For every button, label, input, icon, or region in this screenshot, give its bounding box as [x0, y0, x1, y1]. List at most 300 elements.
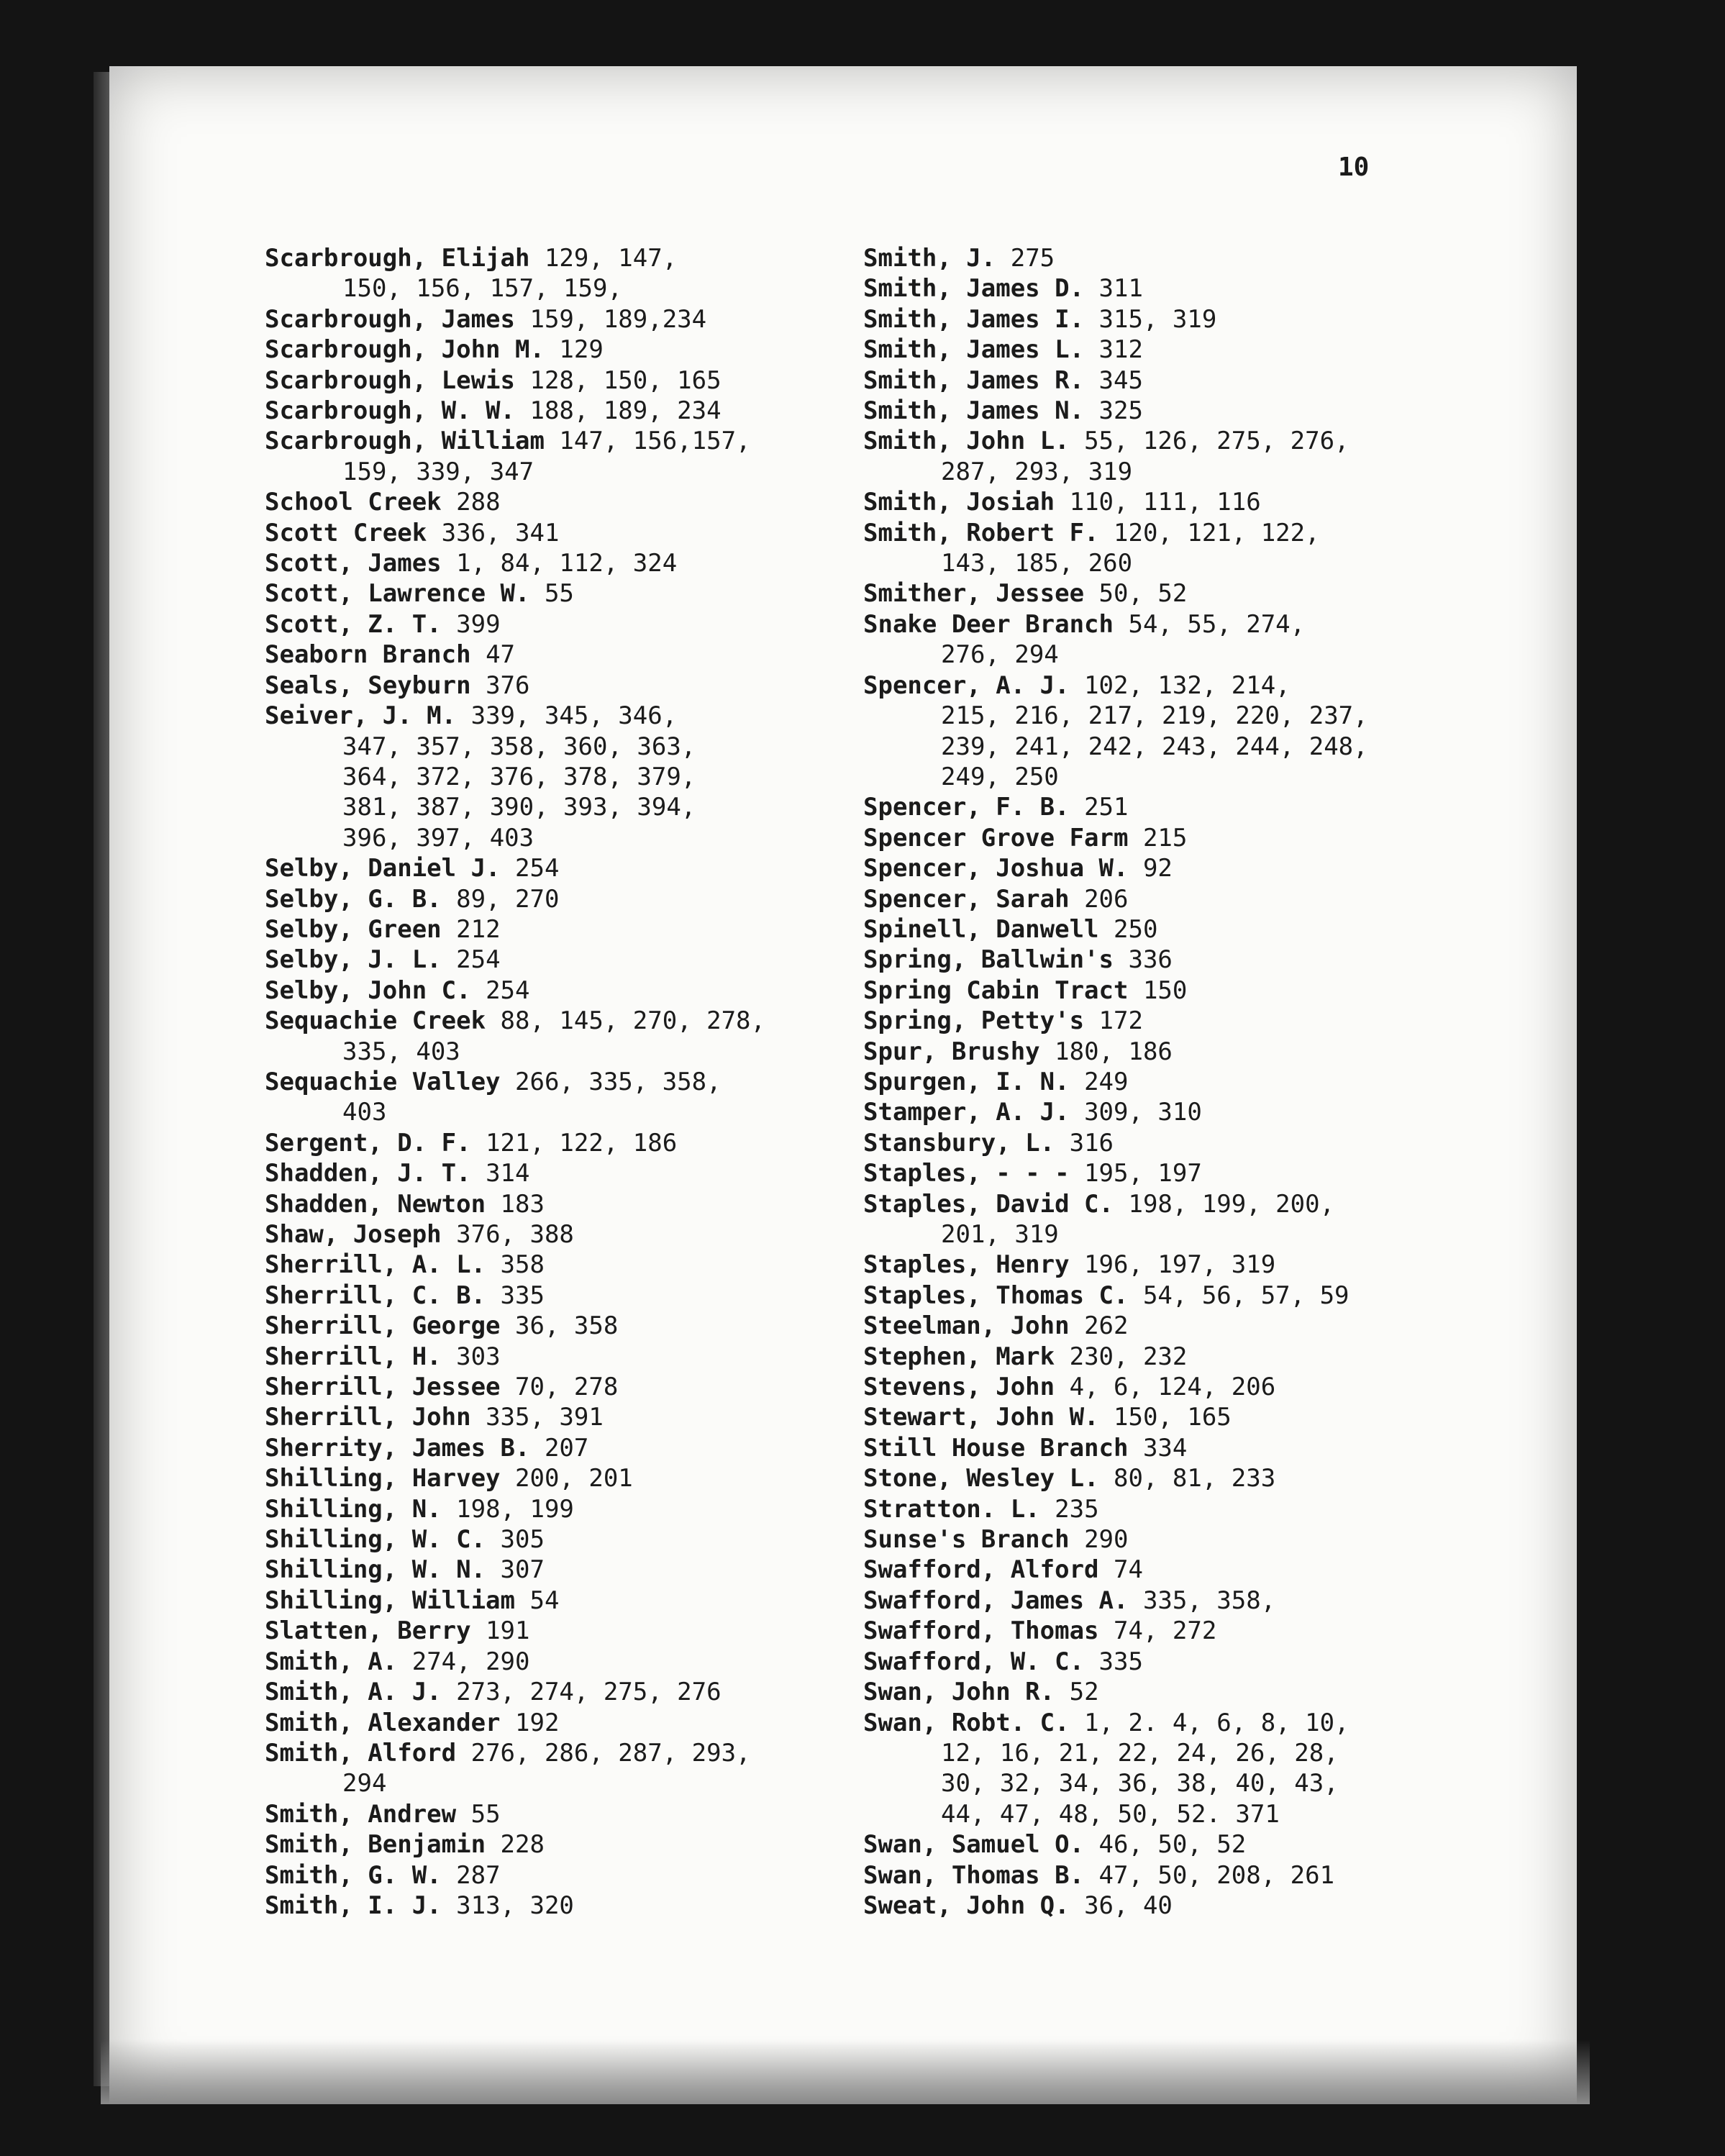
entry-page-refs: 150 — [1142, 975, 1188, 1005]
entry-page-refs: 44, 47, 48, 50, 52. 371 — [941, 1799, 1280, 1829]
entry-page-refs: 288 — [456, 488, 501, 517]
entry-name: Seals, Seyburn — [265, 670, 471, 700]
entry-page-refs: 381, 387, 390, 393, 394, — [342, 793, 696, 822]
index-entry — [863, 1616, 1424, 1646]
entry-page-refs: 228 — [500, 1830, 545, 1860]
entry-page-refs: 316 — [1069, 1128, 1114, 1157]
index-entry — [863, 823, 1424, 853]
entry-page-refs: 129 — [559, 335, 604, 365]
entry-name: Shilling, W. C. — [265, 1525, 486, 1555]
entry-name: Seaborn Branch — [265, 640, 471, 670]
entry-name: Sequachie Creek — [265, 1006, 486, 1036]
entry-name: Stratton. L. — [863, 1494, 1040, 1524]
index-entry — [863, 853, 1424, 883]
entry-name: Sherrill, C. B. — [265, 1281, 486, 1310]
entry-page-refs: 80, 81, 233 — [1114, 1464, 1276, 1493]
index-entry-continuation — [863, 732, 1424, 762]
entry-page-refs: 215 — [1142, 823, 1188, 852]
entry-name: Selby, G. B. — [265, 884, 442, 914]
index-entry — [265, 243, 855, 273]
index-entry — [265, 975, 855, 1006]
entry-page-refs: 150, 156, 157, 159, — [342, 274, 622, 304]
entry-name: Shilling, N. — [265, 1494, 442, 1524]
index-entry-continuation — [863, 762, 1424, 792]
entry-name: Smith, Alexander — [265, 1708, 501, 1737]
entry-page-refs: 276, 286, 287, 293, — [470, 1738, 751, 1768]
index-entry — [265, 640, 855, 670]
entry-name: Spencer Grove Farm — [863, 823, 1129, 852]
entry-page-refs: 314 — [486, 1159, 530, 1188]
index-entry — [863, 518, 1424, 548]
entry-page-refs: 305 — [500, 1525, 545, 1555]
entry-page-refs: 290 — [1084, 1525, 1129, 1555]
index-entry-continuation — [863, 457, 1424, 487]
index-entry — [265, 1158, 855, 1188]
entry-name: Selby, Green — [265, 914, 442, 944]
index-entry — [863, 670, 1424, 701]
entry-name: Selby, J. L. — [265, 945, 442, 975]
index-column-right — [863, 243, 1424, 1921]
entry-page-refs: 325 — [1098, 396, 1143, 426]
entry-name: Scarbrough, John M. — [265, 335, 545, 365]
entry-page-refs: 262 — [1084, 1311, 1129, 1341]
index-entry-continuation — [863, 640, 1424, 670]
index-entry — [863, 396, 1424, 426]
entry-name: Stansbury, L. — [863, 1128, 1055, 1157]
entry-page-refs: 180, 186 — [1055, 1037, 1173, 1066]
page-bottom-shadow — [101, 2039, 1590, 2104]
entry-name: Selby, John C. — [265, 975, 471, 1005]
index-entry — [265, 1067, 855, 1097]
entry-page-refs: 275 — [1010, 244, 1055, 273]
index-entry — [863, 1128, 1424, 1158]
entry-name: Smith, Robert F. — [863, 518, 1099, 547]
entry-name: Staples, Thomas C. — [863, 1281, 1129, 1310]
index-entry — [265, 609, 855, 640]
index-entry — [265, 1738, 855, 1768]
entry-page-refs: 347, 357, 358, 360, 363, — [342, 732, 696, 761]
index-entry — [863, 1281, 1424, 1311]
index-entry — [265, 670, 855, 701]
index-entry-continuation — [265, 1097, 855, 1127]
entry-page-refs: 36, 358 — [515, 1311, 619, 1341]
index-entry-continuation — [863, 1219, 1424, 1250]
index-entry-continuation — [863, 701, 1424, 731]
entry-name: Smith, Benjamin — [265, 1830, 486, 1860]
entry-page-refs: 47, 50, 208, 261 — [1098, 1860, 1335, 1890]
entry-page-refs: 54, 55, 274, — [1128, 609, 1306, 639]
index-entry — [863, 1342, 1424, 1372]
entry-name: Scarbrough, James — [265, 304, 515, 334]
entry-name: Stevens, John — [863, 1373, 1055, 1402]
entry-name: Swan, Robt. C. — [863, 1708, 1070, 1737]
entry-page-refs: 212 — [456, 914, 501, 944]
entry-page-refs: 4, 6, 124, 206 — [1069, 1373, 1276, 1402]
index-entry-continuation — [265, 457, 855, 487]
entry-page-refs: 313, 320 — [456, 1891, 574, 1920]
entry-page-refs: 92 — [1142, 854, 1173, 883]
entry-page-refs: 12, 16, 21, 22, 24, 26, 28, — [941, 1738, 1339, 1768]
entry-name: Sergent, D. F. — [265, 1128, 471, 1157]
index-entry — [863, 609, 1424, 640]
entry-page-refs: 335 — [500, 1281, 545, 1310]
index-entry — [265, 884, 855, 914]
entry-name: Staples, David C. — [863, 1189, 1114, 1219]
entry-name: Smith, John L. — [863, 427, 1070, 456]
entry-name: Smith, James L. — [863, 335, 1085, 365]
entry-name: Sweat, John Q. — [863, 1891, 1070, 1920]
index-entry — [265, 365, 855, 396]
entry-name: Smither, Jessee — [863, 579, 1085, 609]
entry-name: Sequachie Valley — [265, 1067, 501, 1096]
index-entry — [265, 1311, 855, 1341]
entry-page-refs: 345 — [1098, 365, 1143, 395]
entry-name: Spring, Ballwin's — [863, 945, 1114, 975]
entry-page-refs: 376, 388 — [456, 1220, 574, 1249]
index-entry — [265, 1006, 855, 1036]
entry-page-refs: 335, 391 — [486, 1403, 604, 1432]
index-entry — [863, 1037, 1424, 1067]
index-entry — [863, 884, 1424, 914]
entry-page-refs: 254 — [456, 945, 501, 975]
entry-page-refs: 50, 52 — [1098, 579, 1188, 609]
entry-name: Steelman, John — [863, 1311, 1070, 1341]
index-entry — [265, 335, 855, 365]
entry-name: Shilling, W. N. — [265, 1555, 486, 1585]
entry-page-refs: 89, 270 — [456, 884, 560, 914]
entry-page-refs: 309, 310 — [1084, 1098, 1202, 1127]
index-entry — [863, 1402, 1424, 1432]
entry-page-refs: 303 — [456, 1342, 501, 1371]
index-entry — [863, 1555, 1424, 1585]
entry-page-refs: 287 — [456, 1860, 501, 1890]
entry-name: Sherrill, Jessee — [265, 1373, 501, 1402]
index-entry — [265, 1189, 855, 1219]
entry-name: Scarbrough, Lewis — [265, 365, 515, 395]
index-entry — [863, 1677, 1424, 1707]
index-entry — [265, 1281, 855, 1311]
index-entry — [265, 578, 855, 609]
index-entry-continuation — [265, 823, 855, 853]
entry-name: Spring, Petty's — [863, 1006, 1085, 1036]
entry-page-refs: 235 — [1055, 1494, 1099, 1524]
entry-name: Shadden, Newton — [265, 1189, 486, 1219]
entry-name: Swan, Samuel O. — [863, 1830, 1085, 1860]
index-entry — [265, 1555, 855, 1585]
index-entry — [265, 487, 855, 517]
index-entry — [265, 1250, 855, 1280]
index-entry-continuation — [265, 732, 855, 762]
index-entry — [863, 487, 1424, 517]
entry-name: Spencer, Sarah — [863, 884, 1070, 914]
entry-name: Sherrill, H. — [265, 1342, 442, 1371]
index-entry — [265, 1860, 855, 1891]
index-entry — [863, 792, 1424, 822]
entry-page-refs: 207 — [544, 1433, 589, 1463]
entry-name: Swafford, Thomas — [863, 1616, 1099, 1646]
entry-page-refs: 200, 201 — [515, 1464, 633, 1493]
entry-name: Stamper, A. J. — [863, 1098, 1070, 1127]
entry-page-refs: 30, 32, 34, 36, 38, 40, 43, — [941, 1769, 1339, 1798]
index-entry — [265, 1494, 855, 1524]
entry-name: Smith, J. — [863, 244, 996, 273]
entry-page-refs: 70, 278 — [515, 1373, 619, 1402]
entry-page-refs: 55 — [470, 1799, 501, 1829]
index-entry — [863, 1311, 1424, 1341]
index-entry — [265, 1372, 855, 1402]
entry-page-refs: 47 — [486, 640, 516, 670]
entry-name: Selby, Daniel J. — [265, 854, 501, 883]
entry-page-refs: 143, 185, 260 — [941, 549, 1133, 578]
entry-name: Scarbrough, William — [265, 427, 545, 456]
entry-page-refs: 55, 126, 275, 276, — [1084, 427, 1349, 456]
index-entry — [265, 1708, 855, 1738]
index-entry — [863, 273, 1424, 304]
entry-page-refs: 110, 111, 116 — [1069, 488, 1261, 517]
entry-page-refs: 376 — [486, 670, 530, 700]
index-entry — [265, 1891, 855, 1921]
entry-name: Spencer, Joshua W. — [863, 854, 1129, 883]
entry-page-refs: 364, 372, 376, 378, 379, — [342, 762, 696, 791]
entry-page-refs: 147, 156,157, — [559, 427, 751, 456]
index-entry — [863, 1708, 1424, 1738]
entry-name: Scott, Lawrence W. — [265, 579, 530, 609]
entry-name: Scarbrough, Elijah — [265, 244, 530, 273]
index-entry — [265, 1647, 855, 1677]
entry-name: Smith, G. W. — [265, 1860, 442, 1890]
entry-name: Spurgen, I. N. — [863, 1067, 1070, 1096]
entry-name: Shaw, Joseph — [265, 1220, 442, 1249]
entry-page-refs: 195, 197 — [1084, 1159, 1202, 1188]
entry-page-refs: 312 — [1098, 335, 1143, 365]
entry-page-refs: 230, 232 — [1069, 1342, 1188, 1371]
entry-page-refs: 254 — [515, 854, 560, 883]
entry-page-refs: 396, 397, 403 — [342, 823, 534, 852]
entry-name: Smith, I. J. — [265, 1891, 442, 1920]
index-entry — [863, 1433, 1424, 1463]
entry-page-refs: 128, 150, 165 — [529, 365, 722, 395]
index-entry-continuation — [863, 1799, 1424, 1829]
index-entry — [265, 396, 855, 426]
entry-name: Smith, James I. — [863, 304, 1085, 334]
entry-page-refs: 215, 216, 217, 219, 220, 237, — [941, 701, 1368, 731]
index-entry — [265, 426, 855, 456]
entry-name: Shilling, Harvey — [265, 1464, 501, 1493]
entry-page-refs: 334 — [1142, 1433, 1188, 1463]
entry-page-refs: 339, 345, 346, — [470, 701, 678, 731]
index-entry — [265, 1463, 855, 1493]
index-entry — [265, 548, 855, 578]
entry-name: Seiver, J. M. — [265, 701, 457, 731]
index-entry — [265, 914, 855, 945]
entry-name: Sherrill, George — [265, 1311, 501, 1341]
entry-name: Smith, Josiah — [863, 488, 1055, 517]
entry-page-refs: 307 — [500, 1555, 545, 1585]
entry-page-refs: 399 — [456, 609, 501, 639]
entry-page-refs: 129, 147, — [544, 244, 678, 273]
entry-name: Spencer, F. B. — [863, 793, 1070, 822]
entry-page-refs: 315, 319 — [1098, 304, 1217, 334]
entry-page-refs: 150, 165 — [1114, 1403, 1232, 1432]
entry-name: Spencer, A. J. — [863, 670, 1070, 700]
entry-page-refs: 336 — [1128, 945, 1173, 975]
entry-name: Smith, A. J. — [265, 1678, 442, 1707]
entry-page-refs: 102, 132, 214, — [1084, 670, 1291, 700]
index-entry — [863, 426, 1424, 456]
entry-name: Sherrity, James B. — [265, 1433, 530, 1463]
entry-name: Stephen, Mark — [863, 1342, 1055, 1371]
entry-page-refs: 294 — [342, 1769, 387, 1798]
entry-page-refs: 250 — [1114, 914, 1158, 944]
index-entry — [265, 1342, 855, 1372]
entry-name: Sherrill, John — [265, 1403, 471, 1432]
index-entry — [265, 1433, 855, 1463]
index-entry — [265, 518, 855, 548]
index-entry — [265, 304, 855, 335]
entry-page-refs: 192 — [515, 1708, 560, 1737]
entry-page-refs: 88, 145, 270, 278, — [500, 1006, 765, 1036]
entry-page-refs: 172 — [1098, 1006, 1143, 1036]
entry-page-refs: 206 — [1084, 884, 1129, 914]
index-entry — [863, 1067, 1424, 1097]
entry-page-refs: 55 — [544, 579, 574, 609]
entry-name: Swan, John R. — [863, 1678, 1055, 1707]
entry-name: Smith, James R. — [863, 365, 1085, 395]
index-entry-continuation — [265, 1037, 855, 1067]
page-number: 10 — [1338, 153, 1370, 182]
index-entry — [863, 945, 1424, 975]
index-entry — [265, 701, 855, 731]
index-entry — [265, 1586, 855, 1616]
entry-page-refs: 120, 121, 122, — [1114, 518, 1320, 547]
index-entry-continuation — [265, 762, 855, 792]
entry-page-refs: 335 — [1098, 1647, 1143, 1676]
index-entry-continuation — [863, 1768, 1424, 1798]
entry-name: Swafford, James A. — [863, 1586, 1129, 1615]
index-entry — [863, 1860, 1424, 1891]
entry-name: Swan, Thomas B. — [863, 1860, 1085, 1890]
entry-name: Smith, James D. — [863, 274, 1085, 304]
entry-page-refs: 183 — [500, 1189, 545, 1219]
index-entry — [863, 1158, 1424, 1188]
entry-name: Stone, Wesley L. — [863, 1464, 1099, 1493]
entry-page-refs: 201, 319 — [941, 1220, 1059, 1249]
entry-name: Spring Cabin Tract — [863, 975, 1129, 1005]
entry-name: Still House Branch — [863, 1433, 1129, 1463]
entry-page-refs: 266, 335, 358, — [515, 1067, 722, 1096]
index-entry — [265, 1616, 855, 1646]
entry-name: Stewart, John W. — [863, 1403, 1099, 1432]
entry-name: Shadden, J. T. — [265, 1159, 471, 1188]
entry-page-refs: 198, 199, 200, — [1128, 1189, 1335, 1219]
index-entry-continuation — [265, 1768, 855, 1798]
index-entry — [863, 1829, 1424, 1860]
entry-name: Smith, James N. — [863, 396, 1085, 426]
entry-page-refs: 1, 84, 112, 324 — [456, 549, 678, 578]
entry-page-refs: 1, 2. 4, 6, 8, 10, — [1084, 1708, 1349, 1737]
entry-page-refs: 335, 358, — [1142, 1586, 1276, 1615]
entry-page-refs: 254 — [486, 975, 530, 1005]
index-entry — [863, 1006, 1424, 1036]
index-entry — [265, 1677, 855, 1707]
entry-name: Smith, A. — [265, 1647, 398, 1676]
index-entry — [863, 1189, 1424, 1219]
entry-page-refs: 196, 197, 319 — [1084, 1250, 1276, 1280]
index-entry — [863, 1372, 1424, 1402]
entry-page-refs: 159, 189,234 — [529, 304, 707, 334]
entry-page-refs: 191 — [486, 1616, 530, 1646]
entry-name: Smith, Alford — [265, 1738, 457, 1768]
index-entry — [863, 1647, 1424, 1677]
index-column-left — [265, 243, 855, 1921]
entry-name: School Creek — [265, 488, 442, 517]
index-entry-continuation — [863, 1738, 1424, 1768]
entry-page-refs: 249, 250 — [941, 762, 1059, 791]
entry-name: Smith, Andrew — [265, 1799, 457, 1829]
index-entry — [863, 335, 1424, 365]
entry-page-refs: 121, 122, 186 — [486, 1128, 678, 1157]
index-entry — [265, 1829, 855, 1860]
entry-page-refs: 198, 199 — [456, 1494, 574, 1524]
index-entry — [265, 853, 855, 883]
entry-page-refs: 249 — [1084, 1067, 1129, 1096]
index-entry — [863, 975, 1424, 1006]
index-entry-continuation — [265, 792, 855, 822]
entry-page-refs: 336, 341 — [441, 518, 560, 547]
entry-name: Swafford, Alford — [863, 1555, 1099, 1585]
index-entry — [863, 1463, 1424, 1493]
entry-page-refs: 54 — [529, 1586, 560, 1615]
index-entry — [863, 578, 1424, 609]
entry-page-refs: 287, 293, 319 — [941, 457, 1133, 486]
entry-page-refs: 311 — [1098, 274, 1143, 304]
index-entry — [863, 1494, 1424, 1524]
entry-name: Shilling, William — [265, 1586, 515, 1615]
entry-page-refs: 74 — [1114, 1555, 1143, 1585]
index-entry — [265, 1219, 855, 1250]
index-entry — [265, 945, 855, 975]
index-entry — [863, 1097, 1424, 1127]
index-entry — [863, 1586, 1424, 1616]
entry-page-refs: 54, 56, 57, 59 — [1142, 1281, 1349, 1310]
entry-page-refs: 251 — [1084, 793, 1129, 822]
entry-page-refs: 46, 50, 52 — [1098, 1830, 1247, 1860]
entry-name: Spinell, Danwell — [863, 914, 1099, 944]
index-entry — [265, 1799, 855, 1829]
entry-page-refs: 52 — [1069, 1678, 1099, 1707]
index-entry — [265, 1128, 855, 1158]
entry-page-refs: 358 — [500, 1250, 545, 1280]
entry-name: Scarbrough, W. W. — [265, 396, 515, 426]
entry-name: Scott Creek — [265, 518, 427, 547]
entry-name: Scott, Z. T. — [265, 609, 442, 639]
index-entry — [863, 1250, 1424, 1280]
entry-page-refs: 403 — [342, 1098, 387, 1127]
index-entry — [265, 1402, 855, 1432]
entry-name: Sherrill, A. L. — [265, 1250, 486, 1280]
entry-page-refs: 74, 272 — [1114, 1616, 1217, 1646]
entry-page-refs: 188, 189, 234 — [529, 396, 722, 426]
entry-page-refs: 159, 339, 347 — [342, 457, 534, 486]
index-entry-continuation — [863, 548, 1424, 578]
index-entry — [265, 1524, 855, 1555]
entry-name: Spur, Brushy — [863, 1037, 1040, 1066]
index-entry — [863, 914, 1424, 945]
entry-name: Swafford, W. C. — [863, 1647, 1085, 1676]
entry-name: Staples, Henry — [863, 1250, 1070, 1280]
entry-page-refs: 274, 290 — [411, 1647, 530, 1676]
entry-name: Scott, James — [265, 549, 442, 578]
